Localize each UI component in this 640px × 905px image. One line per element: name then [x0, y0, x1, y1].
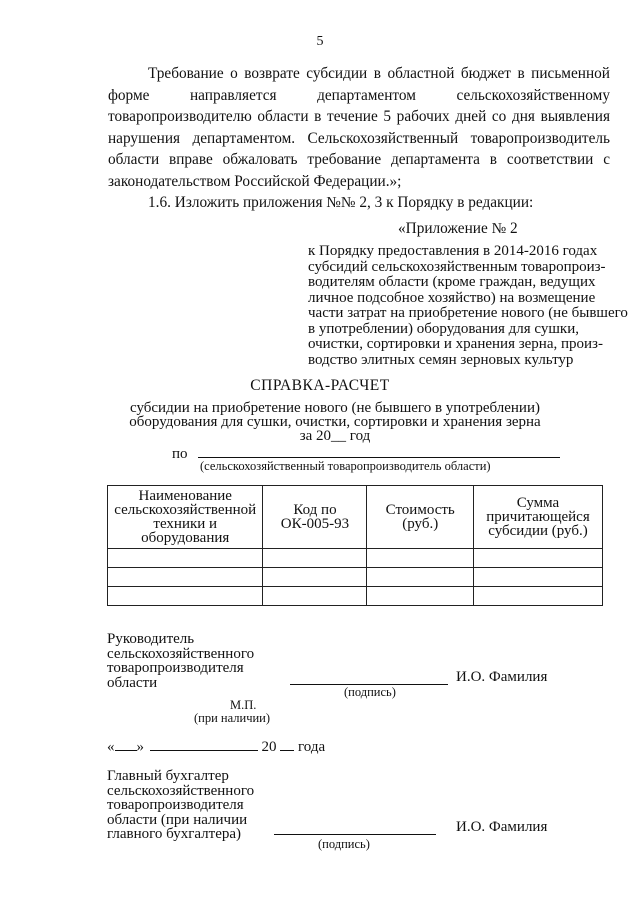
date-year-blank[interactable]	[280, 738, 294, 751]
table-row	[108, 568, 603, 587]
seal-note: (при наличии)	[194, 711, 271, 725]
appendix-line: водство элитных семян зерновых культур	[308, 351, 574, 368]
date-field: « » 20 года	[107, 739, 326, 755]
body-text	[108, 63, 610, 214]
header-subsidy-amount: Сумма причитающейся субсидии (руб.)	[473, 486, 602, 549]
table-cell[interactable]	[108, 568, 263, 587]
table-cell[interactable]	[367, 587, 474, 606]
table-header-row	[108, 486, 603, 549]
table-row	[108, 587, 603, 606]
appendix-line: водителям области (кроме граждан, ведущих	[308, 274, 596, 290]
table-cell[interactable]	[108, 549, 263, 568]
appendix-line: личное подсобное хозяйство) на возмещение	[308, 289, 596, 306]
date-month-blank[interactable]	[150, 738, 258, 751]
table-cell[interactable]	[108, 587, 263, 606]
appendix-line: части затрат на приобретение нового (не бывшего	[308, 305, 628, 321]
seal-label: М.П.	[230, 698, 257, 712]
table-cell[interactable]	[263, 587, 367, 606]
accountant-signature-line[interactable]	[274, 834, 436, 835]
appendix-line: в употреблении) оборудования для сушки,	[308, 320, 579, 337]
subtitle-line: за 20__ год	[299, 428, 371, 444]
appendix-heading: «Приложение № 2	[398, 220, 518, 237]
producer-blank-line[interactable]	[198, 444, 560, 458]
header-equipment-name: Наименование сельскохозяйственной техники и оборудования	[108, 486, 263, 549]
subtitle-line: субсидии на приобретение нового (не бывшего в употреблении)	[129, 400, 540, 416]
table-cell[interactable]	[473, 587, 602, 606]
table-cell[interactable]	[473, 549, 602, 568]
accountant-name: И.О. Фамилия	[456, 819, 548, 835]
table-cell[interactable]	[263, 549, 367, 568]
appendix-reference	[308, 244, 628, 368]
paragraph-refund-requirement: Требование о возврате субсидии в областной бюджет в письменной форме направляется департаментом сельскохозяйственному товаропроизводителю области в течение 5 рабочих дней со дня выявления нарушения департаментом. Сельскохозяйственный товаропроизводитель области вправе обжаловать требование департамента в соответствии с законодательством Российской Федерации.»;	[108, 65, 610, 190]
header-code: Код по ОК-005-93	[263, 486, 367, 549]
accountant-signature-caption: (подпись)	[318, 837, 370, 851]
producer-caption: (сельскохозяйственный товаропроизводитель области)	[200, 459, 491, 473]
table-cell[interactable]	[367, 549, 474, 568]
paragraph-amendment: 1.6. Изложить приложения №№ 2, 3 к Порядку в редакции:	[148, 194, 534, 211]
subtitle-line: оборудования для сушки, очистки, сортировки и хранения зерна	[129, 414, 541, 430]
head-signature-label: Руководитель сельскохозяйственного товаропроизводителя области	[107, 631, 255, 691]
accountant-signature-label: Главный бухгалтер сельскохозяйственного товаропроизводителя области (при наличии главного бухгалтера)	[107, 768, 255, 842]
appendix-line: субсидий сельскохозяйственным товаропроиз-	[308, 258, 606, 275]
table-cell[interactable]	[263, 568, 367, 587]
head-signature-caption: (подпись)	[344, 685, 396, 699]
producer-label: по	[172, 446, 188, 462]
header-cost: Стоимость (руб.)	[367, 486, 474, 549]
table-cell[interactable]	[473, 568, 602, 587]
table-row	[108, 549, 603, 568]
form-title: СПРАВКА-РАСЧЕТ	[250, 377, 390, 394]
page-number: 5	[316, 34, 324, 49]
head-name: И.О. Фамилия	[456, 669, 548, 685]
appendix-line: к Порядку предоставления в 2014-2016 годах	[308, 243, 598, 259]
date-day-blank[interactable]	[115, 738, 137, 751]
table-cell[interactable]	[367, 568, 474, 587]
appendix-line: очистки, сортировки и хранения зерна, произ-	[308, 336, 603, 352]
form-subtitle	[100, 401, 570, 443]
calculation-table	[107, 485, 603, 606]
